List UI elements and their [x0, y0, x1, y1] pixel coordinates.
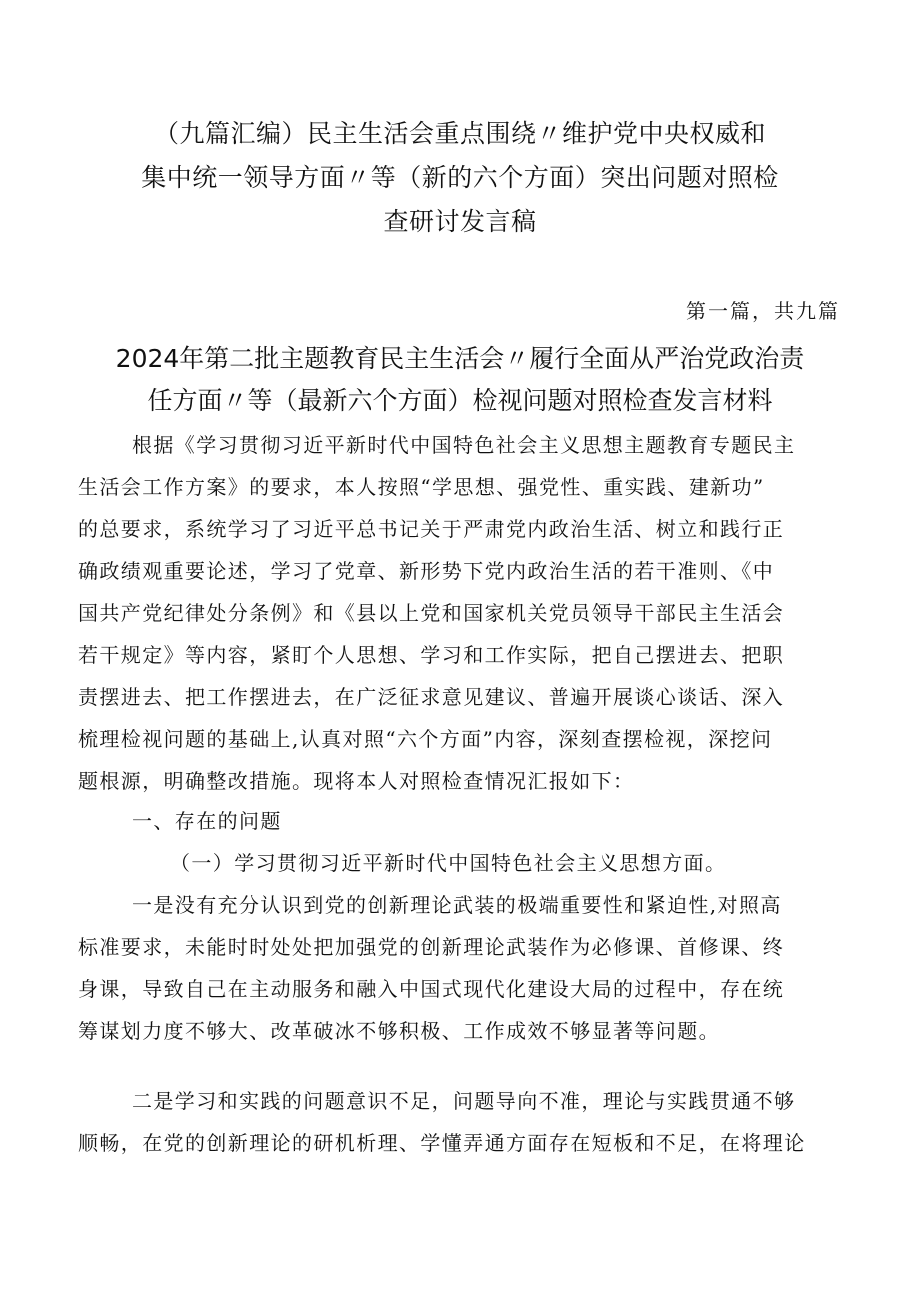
document-title: [80, 112, 840, 244]
paragraph-line: 二是学习和实践的问题意识不足，问题导向不准，理论与实践贯通不够: [132, 1089, 796, 1113]
article-subtitle: [60, 338, 860, 422]
paragraph-line: 筹谋划力度不够大、改革破冰不够积极、工作成效不够显著等问题。: [78, 1019, 720, 1043]
paragraph-line: 身课，导致自己在主动服务和融入中国式现代化建设大局的过程中，存在统: [78, 977, 785, 1001]
part-label: 第一篇，共九篇: [686, 299, 840, 323]
paragraph-line: 确政绩观重要论述，学习了党章、新形势下党内政治生活的若干准则、《中: [78, 559, 775, 583]
paragraph-line: 责摆进去、把工作摆进去，在广泛征求意见建议、普遍开展谈心谈话、深入: [78, 685, 785, 709]
problem-paragraph-1: [78, 884, 852, 1052]
intro-paragraph: [78, 424, 852, 802]
paragraph-line: 若干规定》等内容，紧盯个人思想、学习和工作实际，把自己摆进去、把职: [78, 643, 785, 667]
section-heading-text: 一、存在的问题: [132, 809, 282, 833]
paragraph-line: 标准要求，未能时时处处把加强党的创新理论武装作为必修课、首修课、终: [78, 935, 785, 959]
paragraph-line: 梳理检视问题的基础上,认真对照“六个方面”内容，深刻查摆检视，深挖问: [78, 727, 773, 751]
paragraph-line: 生活会工作方案》的要求，本人按照“学思想、强党性、重实践、建新功”: [78, 475, 765, 499]
title-line: 集中统一领导方面〃等（新的六个方面）突出问题对照检: [141, 163, 779, 192]
title-line: （九篇汇编）民主生活会重点围绕〃维护党中央权威和: [153, 119, 766, 148]
paragraph-line: 题根源，明确整改措施。现将本人对照检查情况汇报如下：: [78, 769, 635, 793]
subsection-heading-text: （一）学习贯彻习近平新时代中国特色社会主义思想方面。: [170, 851, 727, 875]
section-heading: [78, 800, 852, 842]
paragraph-line: 一是没有充分认识到党的创新理论武装的极端重要性和紧迫性,对照高: [132, 893, 782, 917]
paragraph-line: 国共产党纪律处分条例》和《县以上党和国家机关党员领导干部民主生活会: [78, 601, 785, 625]
problem-paragraph-2: [78, 1080, 852, 1164]
subsection-heading: [78, 842, 852, 884]
paragraph-line: 顺畅，在党的创新理论的研机析理、学懂弄通方面存在短板和不足，在将理论: [78, 1131, 806, 1155]
subtitle-line: 任方面〃等（最新六个方面）检视问题对照检查发言材料: [147, 386, 773, 415]
title-line: 查研讨发言稿: [383, 207, 537, 236]
paragraph-line: 的总要求，系统学习了习近平总书记关于严肃党内政治生活、树立和践行正: [78, 517, 785, 541]
paragraph-line: 根据《学习贯彻习近平新时代中国特色社会主义思想主题教育专题民主: [132, 433, 796, 457]
subtitle-line: 2024年第二批主题教育民主生活会〃履行全面从严治党政治责: [115, 344, 805, 373]
